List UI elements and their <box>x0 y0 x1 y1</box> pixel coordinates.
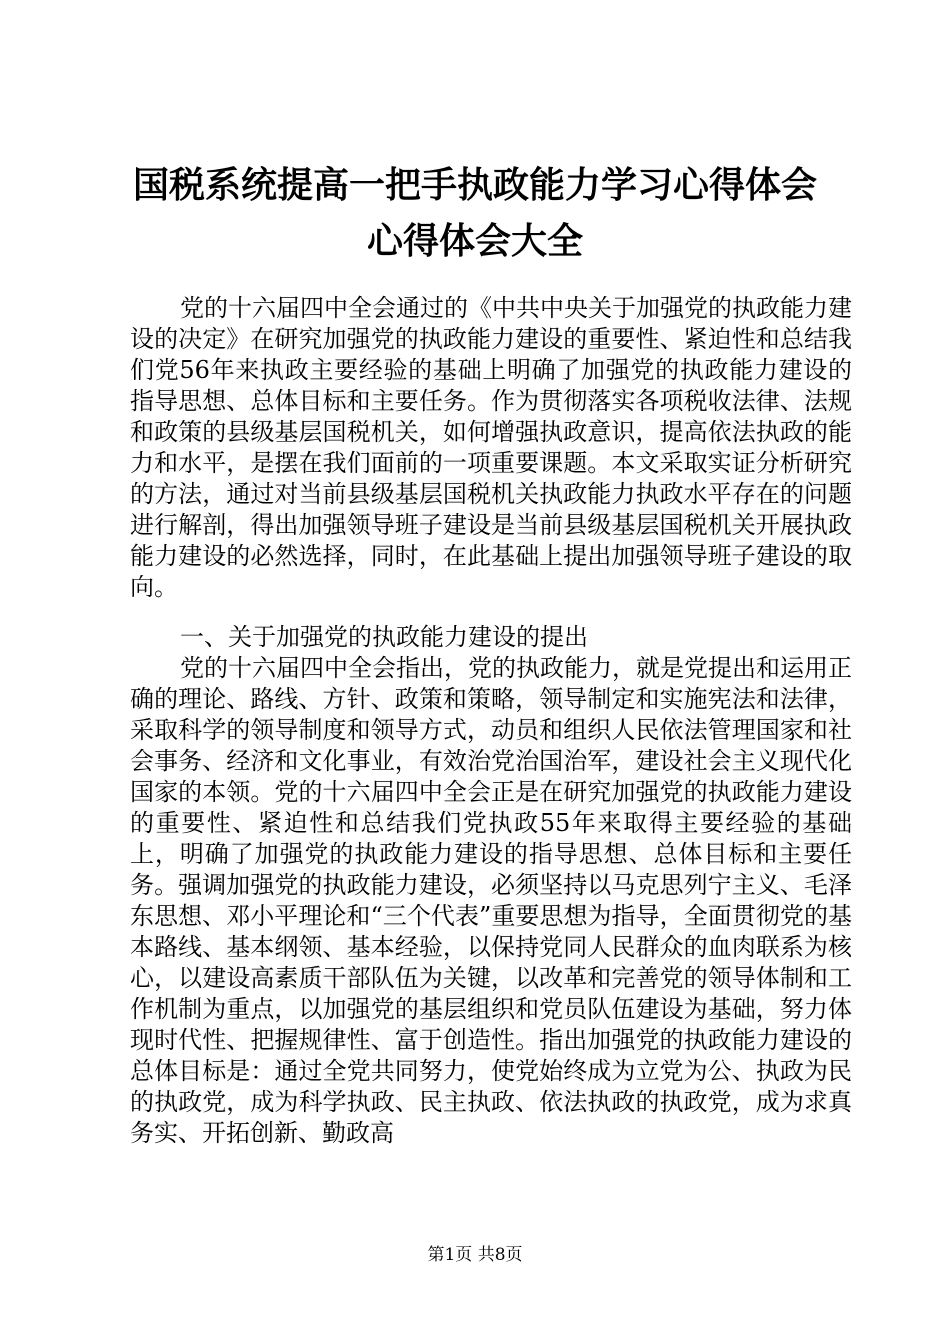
section-heading: 一、关于加强党的执政能力建设的提出 <box>180 623 588 651</box>
section-paragraph: 党的十六届四中全会指出，党的执政能力，就是党提出和运用正确的理论、路线、方针、政策和策略，领导制定和实施宪法和法律，采取科学的领导制度和领导方式，动员和组织人民依法管理国家和社会事务、经济和文化事业，有效治党治国治军，建设社会主义现代化国家的本领。党的十六届四中全会正是在研究加强党的执政能力建设的重要性、紧迫性和总结我们党执政55年来取得主要经验的基础上，明确了加强党的执政能力建设的指导思想、总体目标和主要任务。强调加强党的执政能力建设，必须坚持以马克思列宁主义、毛泽东思想、邓小平理论和“三个代表”重要思想为指导，全面贯彻党的基本路线、基本纲领、基本经验，以保持党同人民群众的血肉联系为核心，以建设高素质干部队伍为关键，以改革和完善党的领导体制和工作机制为重点，以加强党的基层组织和党员队伍建设为基础，努力体现时代性、把握规律性、富于创造性。指出加强党的执政能力建设的总体目标是：通过全党共同努力，使党始终成为立党为公、执政为民的执政党，成为科学执政、民主执政、依法执政的执政党，成为求真务实、开拓创新、勤政高 <box>130 654 852 1147</box>
document-title: 国税系统提高一把手执政能力学习心得体会心得体会大全 <box>132 165 817 262</box>
intro-paragraph: 党的十六届四中全会通过的《中共中央关于加强党的执政能力建设的决定》在研究加强党的执政能力建设的重要性、紧迫性和总结我们党56年来执政主要经验的基础上明确了加强党的执政能力建设的指导思想、总体目标和主要任务。作为贯彻落实各项税收法律、法规和政策的县级基层国税机关，如何增强执政意识，提高依法执政的能力和水平，是摆在我们面前的一项重要课题。本文采取实证分析研究的方法，通过对当前县级基层国税机关执政能力执政水平存在的问题进行解剖，得出加强领导班子建设是当前县级基层国税机关开展执政能力建设的必然选择，同时，在此基础上提出加强领导班子建设的取向。 <box>130 294 852 601</box>
page-number-footer: 第1页 共8页 <box>427 1245 523 1265</box>
